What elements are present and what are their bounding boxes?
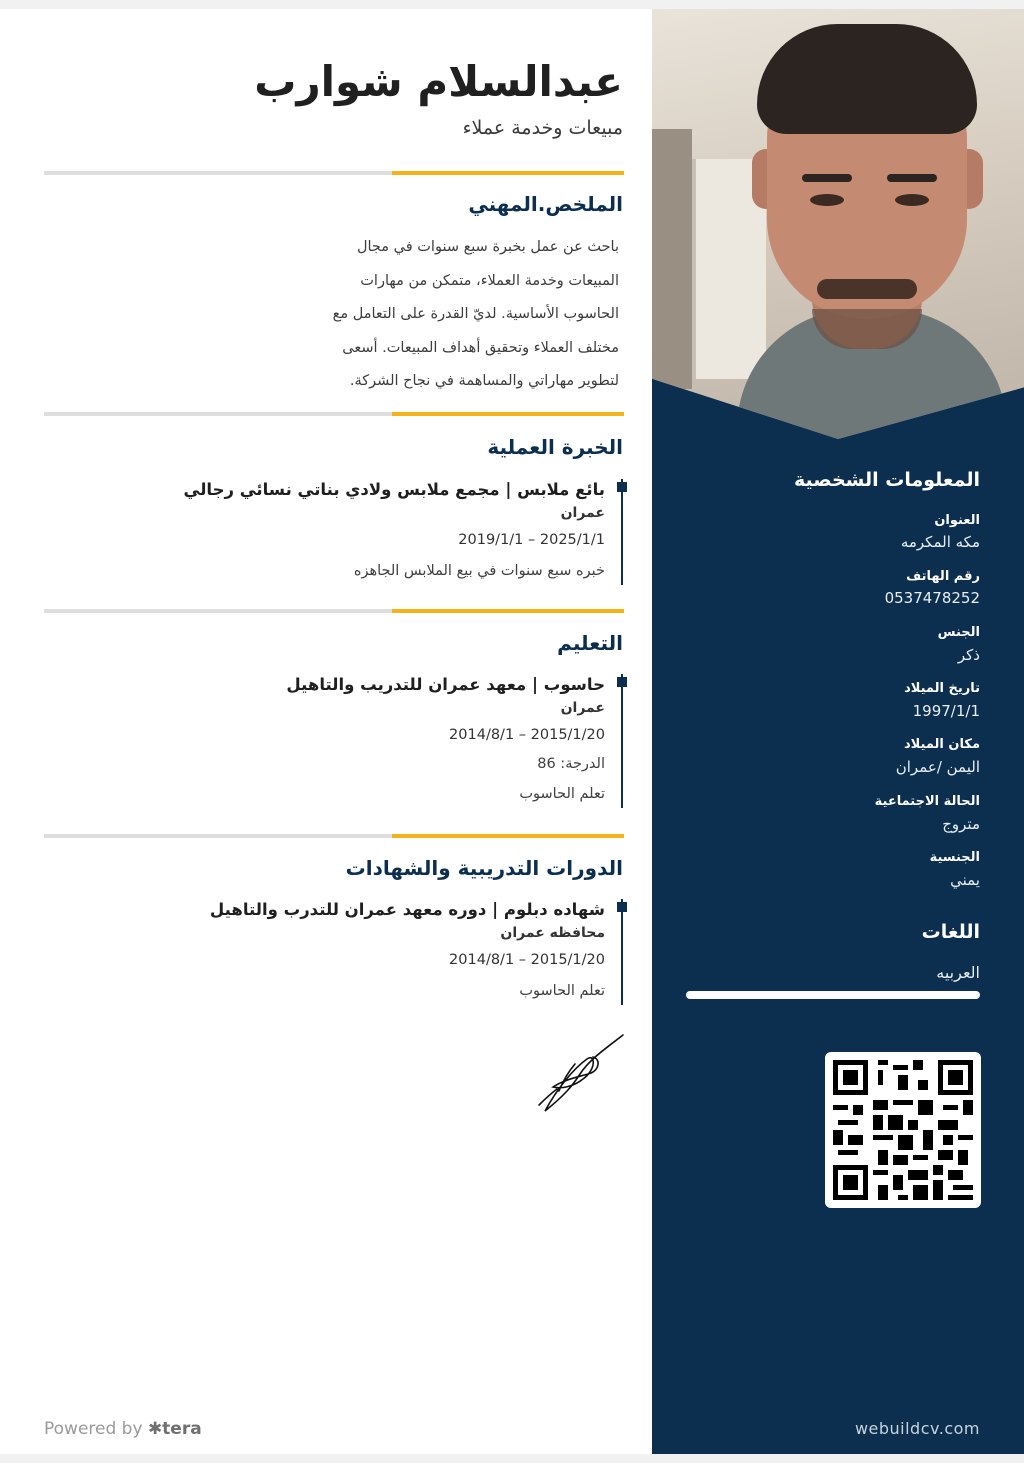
section-divider — [44, 834, 624, 838]
qr-code — [825, 1052, 981, 1208]
education-entry — [286, 674, 623, 808]
entry-bullet — [617, 482, 627, 492]
qr-code-icon — [833, 1060, 973, 1200]
info-value-marital: متروج — [942, 815, 980, 833]
section-divider — [44, 171, 624, 175]
section-divider — [44, 609, 624, 613]
entry-grade: الدرجة: 86 — [537, 756, 605, 772]
summary-line: مختلف العملاء وتحقيق أهداف المبيعات. أسعى — [342, 339, 619, 356]
info-value-address: مكه المكرمه — [900, 533, 980, 551]
info-label-gender: الجنس — [937, 625, 980, 640]
info-label-phone: رقم الهاتف — [906, 569, 980, 584]
language-level-bar — [686, 991, 980, 999]
signature-image — [535, 1029, 630, 1119]
info-value-nationality: يمني — [950, 871, 980, 889]
cv-page — [0, 9, 1024, 1454]
powered-by-text: Powered by — [44, 1419, 143, 1439]
info-label-marital: الحالة الاجتماعية — [874, 794, 980, 809]
course-entry — [210, 899, 623, 1005]
entry-title: بائع ملابس | مجمع ملابس ولادي بناتي نسائي رجالي — [183, 480, 605, 499]
entry-bullet — [617, 902, 627, 912]
info-label-address: العنوان — [934, 513, 980, 528]
section-divider — [44, 412, 624, 416]
language-name: العربيه — [936, 963, 980, 982]
entry-dates: 2014/8/1 – 2015/1/20 — [449, 727, 605, 743]
summary-line: المبيعات وخدمة العملاء، متمكن من مهارات — [360, 272, 619, 289]
entry-dates: 2019/1/1 – 2025/1/1 — [458, 532, 605, 548]
entry-dates: 2014/8/1 – 2015/1/20 — [449, 952, 605, 968]
entry-description: تعلم الحاسوب — [519, 786, 605, 802]
experience-entry — [184, 479, 624, 585]
entry-description: خبره سبع سنوات في بيع الملابس الجاهزه — [353, 563, 605, 579]
experience-heading: الخبرة العملية — [487, 435, 623, 459]
summary-line: لتطوير مهاراتي والمساهمة في نجاح الشركة. — [349, 373, 619, 389]
website-footer: webuildcv.com — [854, 1419, 980, 1438]
entry-title: شهاده دبلوم | دوره معهد عمران للتدرب والتاهيل — [209, 900, 605, 919]
summary-heading: الملخص.المهني — [468, 192, 623, 216]
info-value-birthdate: 1997/1/1 — [912, 702, 980, 720]
info-value-birthplace: اليمن /عمران — [895, 758, 980, 776]
info-value-gender: ذكر — [957, 646, 980, 664]
courses-heading: الدورات التدريبية والشهادات — [345, 856, 623, 880]
main-column — [0, 9, 652, 1454]
summary-text — [259, 231, 619, 399]
info-label-nationality: الجنسية — [929, 850, 980, 865]
summary-line: الحاسوب الأساسية. لديّ القدرة على التعامل مع — [332, 306, 619, 322]
entry-bullet — [617, 677, 627, 687]
summary-line: باحث عن عمل بخبرة سبع سنوات في مجال — [356, 239, 619, 255]
education-heading: التعليم — [557, 631, 623, 655]
info-value-phone: 0537478252 — [884, 589, 980, 607]
job-title: مبيعات وخدمة عملاء — [462, 117, 623, 139]
entry-description: تعلم الحاسوب — [519, 983, 605, 999]
candidate-name: عبدالسلام شوارب — [254, 57, 623, 106]
languages-heading: اللغات — [921, 921, 980, 943]
info-label-birthdate: تاريخ الميلاد — [904, 681, 980, 696]
entry-place: عمران — [560, 505, 605, 521]
profile-photo — [652, 9, 1024, 439]
info-label-birthplace: مكان الميلاد — [903, 737, 980, 752]
entry-title: حاسوب | معهد عمران للتدريب والتاهيل — [286, 675, 605, 694]
personal-info-heading: المعلومات الشخصية — [793, 469, 980, 491]
tera-logo: ✱tera — [147, 1419, 202, 1439]
entry-place: عمران — [560, 700, 605, 716]
powered-by-footer — [44, 1419, 202, 1439]
entry-place: محافظه عمران — [500, 925, 605, 941]
sidebar — [652, 9, 1024, 1454]
